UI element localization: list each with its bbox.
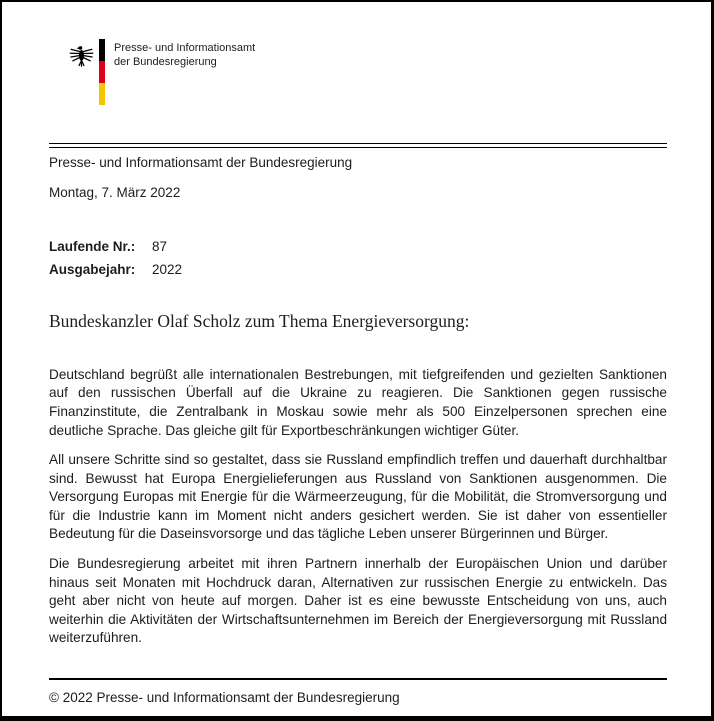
flag-red-segment — [99, 61, 105, 83]
department-name: Presse- und Informationsamt der Bundesregierung — [49, 155, 353, 170]
flag-gold-segment — [99, 83, 105, 105]
body-paragraph: Die Bundesregierung arbeitet mit ihren Partnern innerhalb der Europäischen Union und darüber hinaus seit Monaten mit Hochdruck daran, Alternativen zur russischen Energie zu entwickeln. Das geht aber nicht von heute auf morgen. Daher ist es eine bewusste Entscheidung von uns, auch weiterhin die Aktivitäten der Wirtschaftsunternehmen im Bereich der Energieversorgung mit Russland weiterzuführen. — [49, 556, 667, 646]
body-paragraph: Deutschland begrüßt alle internationalen Bestrebungen, mit tiefgreifenden und gezielten Sanktionen auf den russischen Überfall auf die Ukraine zu reagieren. Die Sanktionen gegen russische Finanzinstitute, die Zentralbank in Moskau sowie mehr als 500 Einzelpersonen sprechen eine deutliche Sprache. Das gleiche gilt für Exportbeschränkungen wichtiger Güter. — [49, 366, 667, 438]
page-footer — [49, 678, 667, 716]
flag-black-segment — [99, 39, 105, 61]
bundesadler-eagle-icon — [68, 40, 95, 70]
copyright-notice: © 2022 Presse- und Informationsamt der Bundesregierung — [49, 690, 400, 705]
meta-value: 2022 — [152, 262, 183, 277]
logo-org-line2: der Bundesregierung — [114, 55, 217, 68]
meta-row-laufende-nr — [49, 238, 667, 255]
logo-org-name — [114, 39, 255, 69]
body-paragraph: All unsere Schritte sind so gestaltet, dass sie Russland empfindlich treffen und dauerhaft durchhaltbar sind. Bewusst hat Europa Energielieferungen aus Russland von Sanktionen ausgenommen. Die Versorgung Europas mit Energie für die Wärmeerzeugung, für die Mobilität, die Stromversorgung und für die Industrie kann im Moment nicht anders gesichert werden. Sie ist daher von essentieller Bedeutung für die Daseinsvorsorge und das tägliche Leben unserer Bürgerinnen und Bürger. — [49, 452, 667, 542]
meta-label: Ausgabejahr: — [49, 262, 136, 277]
meta-row-ausgabejahr — [49, 261, 667, 278]
federal-logo — [68, 39, 667, 105]
meta-label: Laufende Nr.: — [49, 239, 136, 254]
page-title: Bundeskanzler Olaf Scholz zum Thema Energieversorgung: — [49, 311, 470, 331]
flag-stripe-icon — [99, 39, 105, 105]
double-rule-divider — [49, 143, 667, 148]
meta-value: 87 — [152, 239, 168, 254]
release-date: Montag, 7. März 2022 — [49, 185, 181, 200]
footer-rule-divider — [49, 678, 667, 680]
logo-org-line1: Presse- und Informationsamt — [114, 42, 256, 54]
release-meta — [49, 238, 667, 284]
release-body — [49, 366, 667, 659]
